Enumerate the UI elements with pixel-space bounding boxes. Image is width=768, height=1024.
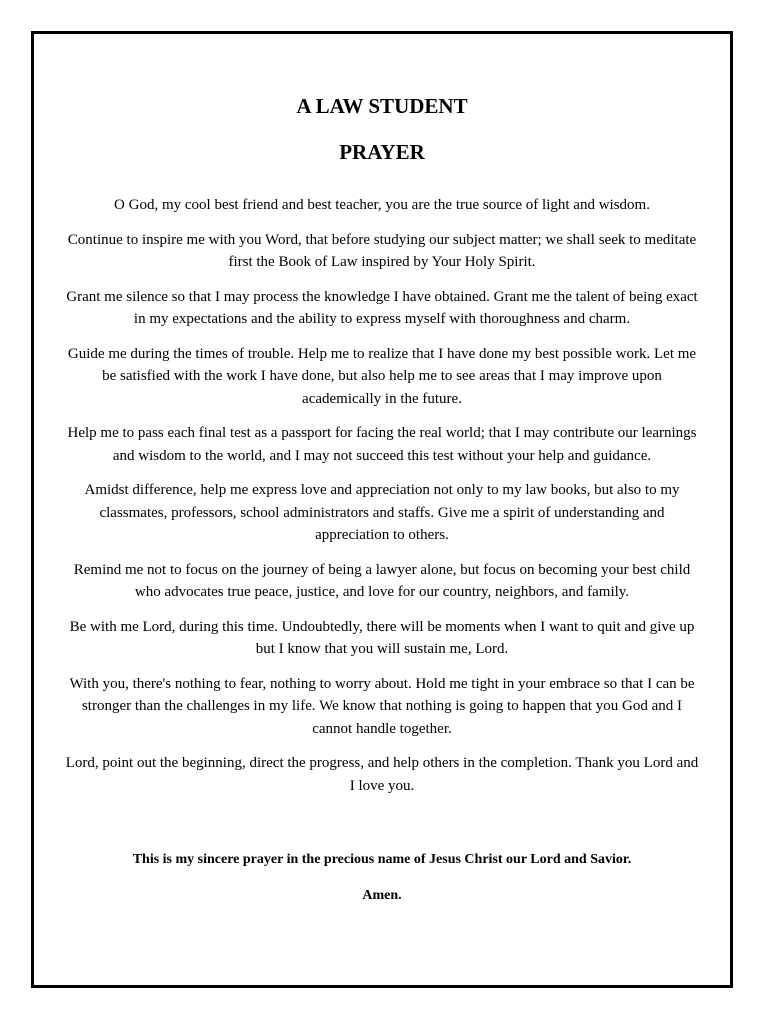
- paragraph-6: Amidst difference, help me express love and appreciation not only to my law books, but also to my classmates, professors, school administrators and staffs. Give me a spirit of understanding and appreciation to others.: [84, 482, 680, 543]
- paragraph-7: Remind me not to focus on the journey of being a lawyer alone, but focus on becoming your best child who advocates true peace, justice, and love for our country, neighbors, and family.: [73, 561, 691, 600]
- title-line-1: A LAW STUDENT: [296, 94, 468, 118]
- paragraph-5: Help me to pass each final test as a passport for facing the real world; that I may contribute our learnings and wisdom to the world, and I may not succeed this test without your help and guidance.: [67, 425, 697, 464]
- paragraph-9: With you, there's nothing to fear, nothing to worry about. Hold me tight in your embrace so that I can be stronger than the challenges in my life. We know that nothing is going to happen that you God and I cannot handle together.: [69, 675, 695, 737]
- paragraph-1: O God, my cool best friend and best teacher, you are the true source of light and wisdom.: [114, 197, 650, 213]
- closing-statement: This is my sincere prayer in the precious name of Jesus Christ our Lord and Savior.: [132, 852, 632, 867]
- paragraph-8: Be with me Lord, during this time. Undoubtedly, there will be moments when I want to quit and give up but I know that you will sustain me, Lord.: [69, 618, 695, 657]
- amen-line: Amen.: [362, 888, 402, 903]
- paragraph-4: Guide me during the times of trouble. Help me to realize that I have done my best possible work. Let me be satisfied with the work I have done, but also help me to see areas that I may improve upon academically in the future.: [67, 345, 697, 407]
- paragraph-2: Continue to inspire me with you Word, that before studying our subject matter; we shall seek to meditate first the Book of Law inspired by Your Holy Spirit.: [67, 231, 697, 270]
- prayer-body: [64, 194, 700, 809]
- page-border: [31, 31, 733, 988]
- title-line-2: PRAYER: [339, 140, 425, 164]
- paragraph-10: Lord, point out the beginning, direct the progress, and help others in the completion. Thank you Lord and I love you.: [65, 755, 699, 794]
- paragraph-3: Grant me silence so that I may process the knowledge I have obtained. Grant me the talent of being exact in my expectations and the ability to express myself with thoroughness and charm.: [66, 288, 698, 327]
